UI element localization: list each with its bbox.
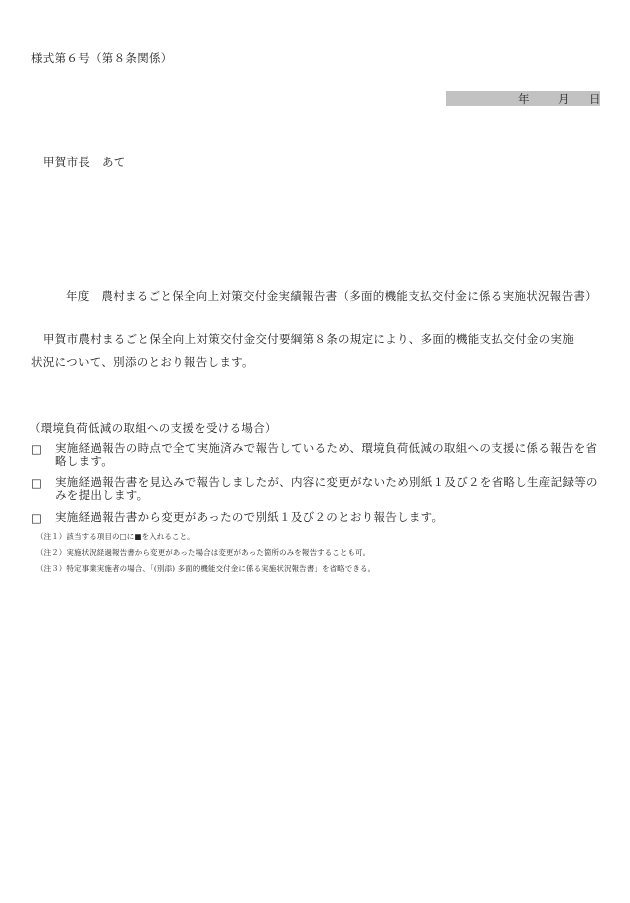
body-text-line-2: 状況について、別添のとおり報告します。 [31, 355, 254, 369]
note-2: （注２）実施状況経過報告書から変更があった場合は変更があった箇所のみを報告することも可。 [36, 548, 371, 557]
checkbox[interactable]: □ [31, 442, 43, 456]
document-title: 年度 農村まるごと保全向上対策交付金実績報告書（多面的機能支払交付金に係る実施状況報告書） [66, 289, 597, 303]
checklist-item-text: 実施経過報告書から変更があったので別紙１及び２のとおり報告します。 [55, 510, 444, 524]
checklist-item-text: 実施経過報告の時点で全て実施済みで報告しているため、環境負荷低減の取組への支援に係る報告を省略します。 [55, 441, 598, 468]
year-label: 年 [518, 92, 530, 106]
note-3: （注３）特定事業実施者の場合、「(別添) 多面的機能交付金に係る実施状況報告書」を省略できる。 [36, 564, 376, 573]
note-1: （注１）該当する項目の□に■を入れること。 [36, 532, 195, 541]
checklist-item-text: 実施経過報告書を見込みで報告しましたが、内容に変更がないため別紙１及び２を省略し生産記録等のみを提出します。 [55, 475, 598, 502]
section-heading: （環境負荷低減の取組への支援を受ける場合） [29, 421, 277, 435]
body-text-line-1: 甲賀市農村まるごと保全向上対策交付金交付要綱第８条の規定により、多面的機能支払交付金の実施 [43, 332, 574, 346]
day-label: 日 [589, 92, 601, 106]
month-label: 月 [558, 92, 570, 106]
form-number: 様式第６号（第８条関係） [31, 51, 173, 65]
addressee: 甲賀市長 あて [43, 155, 126, 169]
checkbox[interactable]: □ [31, 511, 43, 525]
date-field[interactable] [446, 91, 600, 106]
checkbox[interactable]: □ [31, 476, 43, 490]
